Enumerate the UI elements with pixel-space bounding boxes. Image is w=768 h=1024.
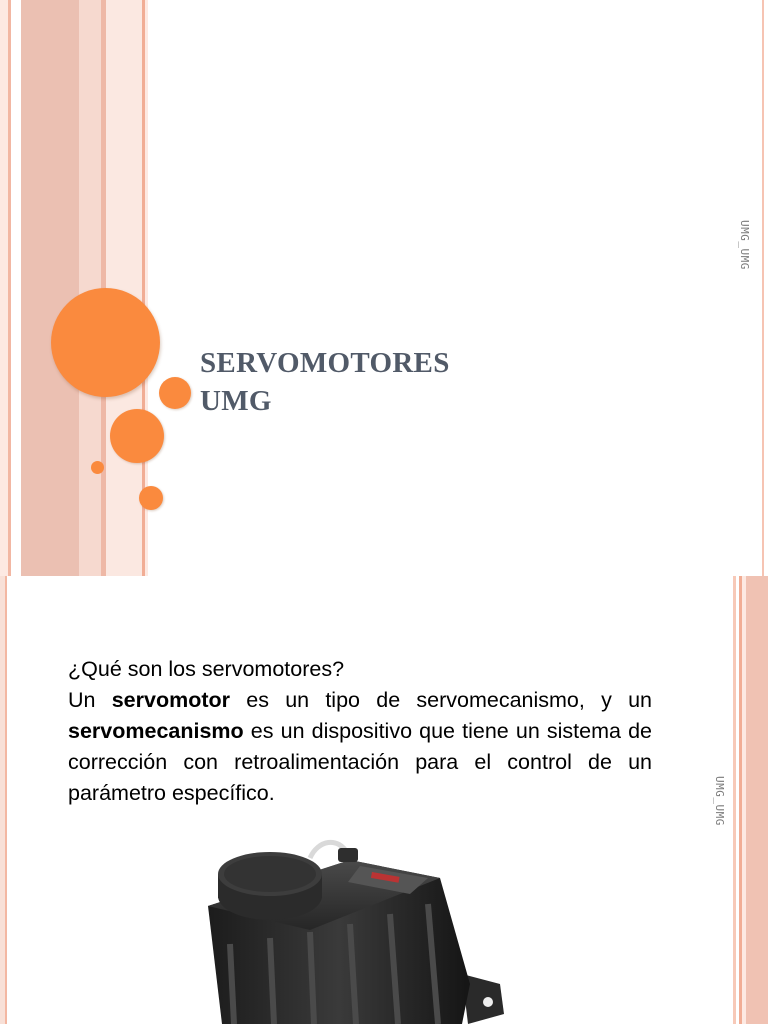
term-servomotor: servomotor [111, 688, 231, 712]
slide-footer: UMG_UMG [713, 776, 726, 826]
decorative-circle [91, 461, 104, 474]
definition-paragraph [68, 685, 652, 809]
decorative-stripe [11, 0, 21, 576]
decorative-circle [51, 288, 160, 397]
slide-body [68, 654, 652, 809]
decorative-stripe [746, 576, 768, 1024]
slide-footer: UMG_UMG [738, 220, 751, 270]
decorative-circle [159, 377, 191, 409]
title-line-2: UMG [200, 385, 272, 417]
decorative-circle [139, 486, 163, 510]
slide-title [200, 344, 450, 420]
decorative-stripe [762, 0, 764, 576]
decorative-circle [110, 409, 164, 463]
title-line-1: SERVOMOTORES [200, 347, 450, 379]
text-run: Un [68, 688, 112, 712]
decorative-stripe [0, 0, 8, 576]
decorative-stripe [5, 576, 7, 1024]
question-heading: ¿Qué son los servomotores? [68, 657, 345, 681]
term-servomecanismo: servomecanismo [68, 719, 244, 743]
text-run: es un tipo de servomecanismo, y un [230, 688, 652, 712]
decorative-stripe [21, 0, 79, 576]
text-run: es un dispositivo que tiene un sistema de corrección con retroalimentación para el control de un parámetro específico. [68, 719, 652, 805]
servomotor-image [200, 834, 520, 1024]
